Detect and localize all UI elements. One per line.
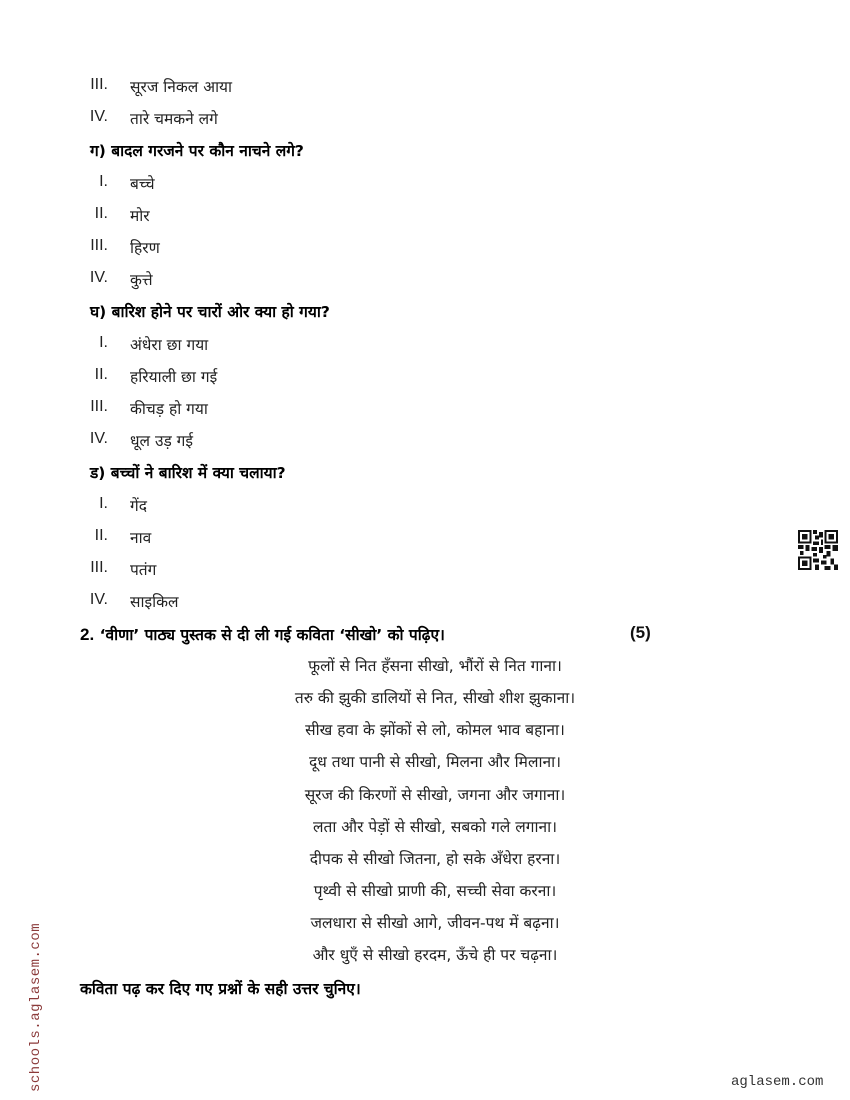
question-text: बारिश होने पर चारों ओर क्या हो गया? xyxy=(111,303,330,321)
poem-line: जलधारा से सीखो आगे, जीवन-पथ में बढ़ना। xyxy=(310,914,560,932)
option-number: IV. xyxy=(89,430,108,447)
option-text: गेंद xyxy=(130,497,147,515)
footer-watermark: aglasem.com xyxy=(731,1074,824,1090)
question-label: ग) xyxy=(90,142,106,160)
question-label: ड) xyxy=(90,464,106,482)
question-2-heading xyxy=(80,623,445,645)
option-number: III. xyxy=(90,76,108,93)
question-text: बच्चों ने बारिश में क्या चलाया? xyxy=(110,464,286,482)
option-number: IV. xyxy=(89,269,108,286)
poem-line: सूरज की किरणों से सीखो, जगना और जगाना। xyxy=(304,786,566,804)
poem-line: दूध तथा पानी से सीखो, मिलना और मिलाना। xyxy=(309,753,561,771)
option-text: अंधेरा छा गया xyxy=(130,336,209,354)
question-da xyxy=(90,461,286,483)
option-text: साइकिल xyxy=(130,593,179,611)
option-text: कुत्ते xyxy=(130,271,153,289)
option-text: हरियाली छा गई xyxy=(130,368,218,386)
option-text: कीचड़ हो गया xyxy=(130,400,208,418)
poem-line: पृथ्वी से सीखो प्राणी की, सच्ची सेवा करना। xyxy=(313,882,557,900)
option-number: II. xyxy=(94,205,108,222)
option-text: बच्चे xyxy=(130,175,155,193)
poem-line: दीपक से सीखो जितना, हो सके अँधेरा हरना। xyxy=(309,850,561,868)
question-number: 2. xyxy=(80,625,95,644)
option-text: सूरज निकल आया xyxy=(130,78,233,96)
question-marks: (5) xyxy=(630,623,651,642)
side-watermark: schools.aglasem.com xyxy=(28,922,44,1092)
option-number: IV. xyxy=(89,108,108,125)
option-number: III. xyxy=(90,237,108,254)
poem-line: तरु की झुकी डालियों से नित, सीखो शीश झुकाना। xyxy=(294,689,576,707)
option-number: IV. xyxy=(89,591,108,608)
option-number: III. xyxy=(90,559,108,576)
option-number: II. xyxy=(94,366,108,383)
qr-code-icon xyxy=(798,530,838,570)
option-number: I. xyxy=(99,173,108,190)
option-number: III. xyxy=(90,398,108,415)
option-text: हिरण xyxy=(130,239,160,257)
instruction-text: कविता पढ़ कर दिए गए प्रश्नों के सही उत्तर चुनिए। xyxy=(80,980,361,998)
option-number: I. xyxy=(99,334,108,351)
poem-line: और धुएँ से सीखो हरदम, ऊँचे ही पर चढ़ना। xyxy=(312,946,558,964)
option-text: तारे चमकने लगे xyxy=(130,110,218,128)
question-ga xyxy=(90,139,304,161)
option-text: मोर xyxy=(130,207,150,225)
option-number: II. xyxy=(94,527,108,544)
option-text: नाव xyxy=(130,529,152,547)
question-gha xyxy=(90,300,330,322)
poem-line: सीख हवा के झोंकों से लो, कोमल भाव बहाना। xyxy=(305,721,565,739)
option-text: धूल उड़ गई xyxy=(130,432,194,450)
poem-line: फूलों से नित हँसना सीखो, भौंरों से नित गाना। xyxy=(308,657,562,675)
option-number: I. xyxy=(99,495,108,512)
option-text: पतंग xyxy=(130,561,157,579)
poem-line: लता और पेड़ों से सीखो, सबको गले लगाना। xyxy=(313,818,557,836)
question-label: घ) xyxy=(90,303,107,321)
question-text: बादल गरजने पर कौन नाचने लगे? xyxy=(111,142,304,160)
question-text: ‘वीणा’ पाठ्य पुस्तक से दी ली गई कविता ‘सीखो’ को पढ़िए। xyxy=(99,626,445,644)
